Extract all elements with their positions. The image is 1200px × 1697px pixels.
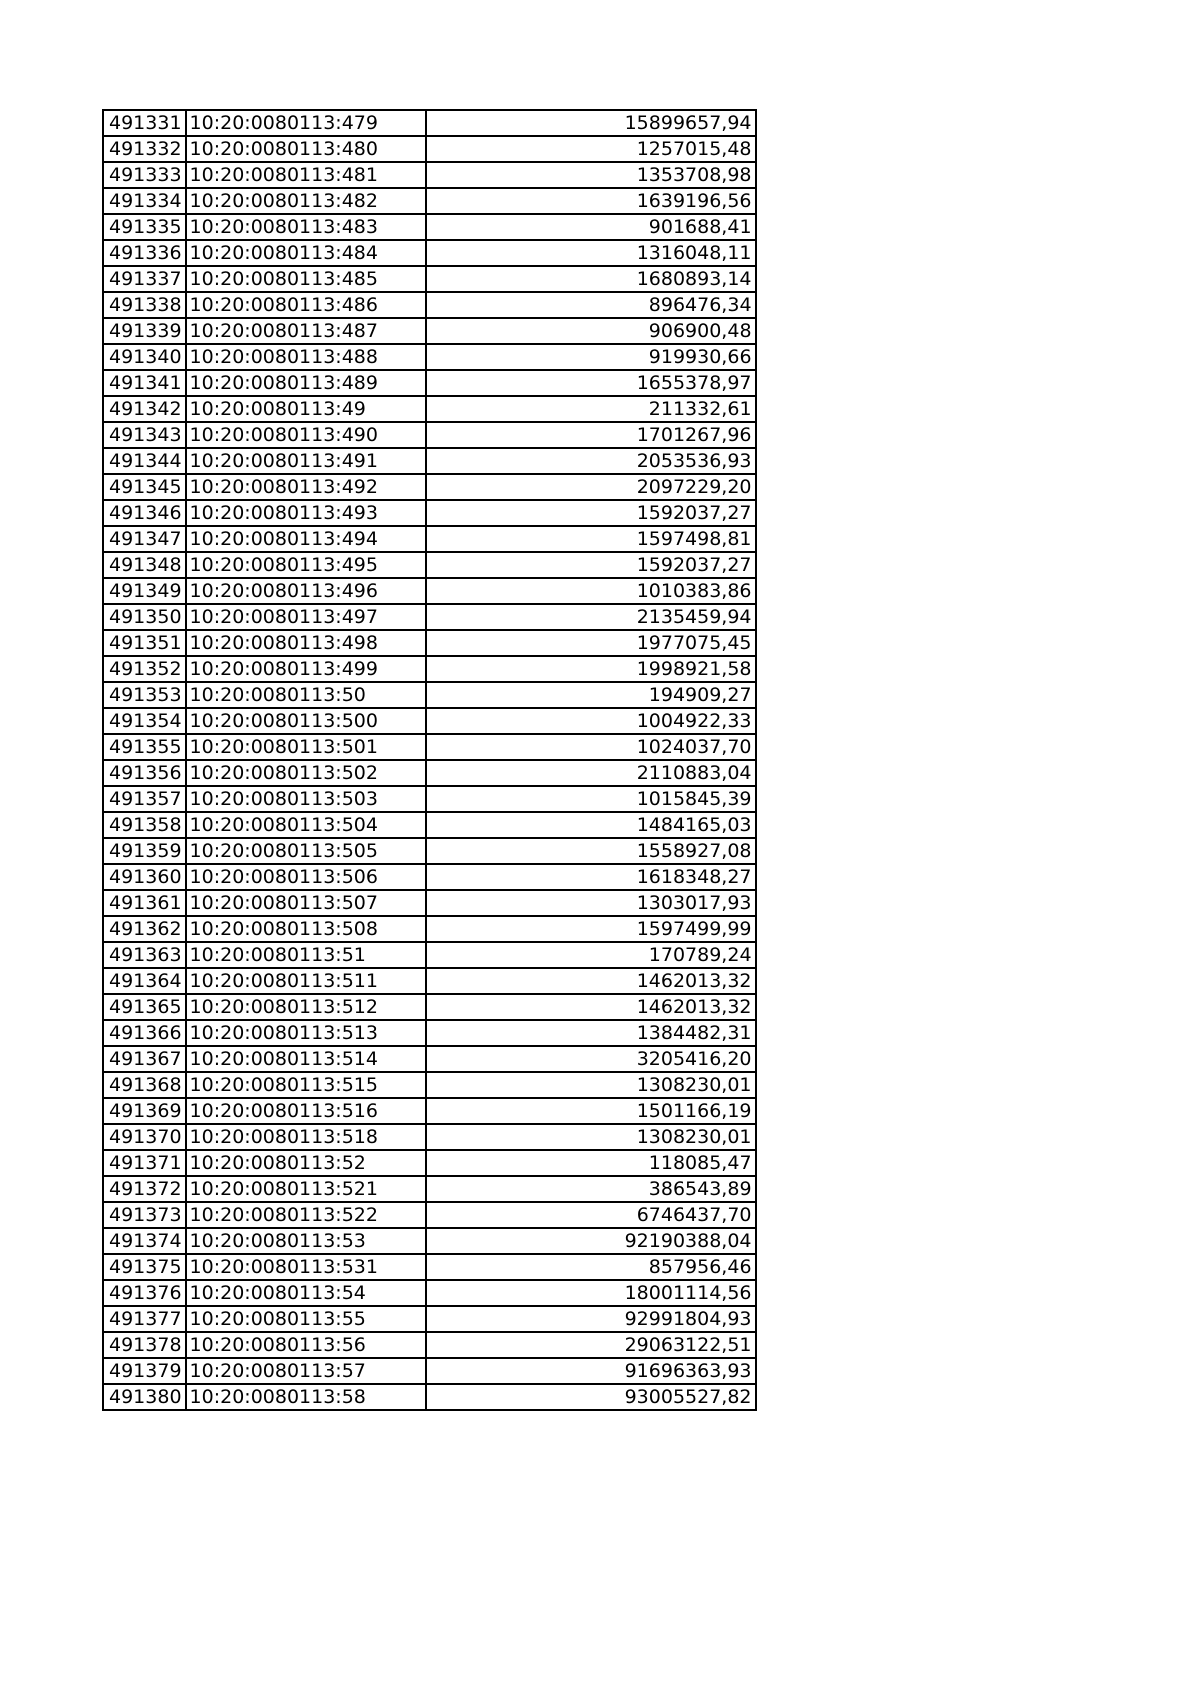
table-row: [103, 760, 756, 786]
row-id-cell: 491340: [103, 344, 186, 370]
value-cell: 1462013,32: [426, 968, 756, 994]
row-id-cell: 491335: [103, 214, 186, 240]
value-cell: 1024037,70: [426, 734, 756, 760]
cadastral-number-cell: 10:20:0080113:515: [186, 1072, 426, 1098]
row-id-cell: 491378: [103, 1332, 186, 1358]
table-row: [103, 1176, 756, 1202]
cadastral-number-cell: 10:20:0080113:498: [186, 630, 426, 656]
row-id-cell: 491358: [103, 812, 186, 838]
row-id-cell: 491379: [103, 1358, 186, 1384]
cadastral-number-cell: 10:20:0080113:56: [186, 1332, 426, 1358]
cadastral-number-cell: 10:20:0080113:504: [186, 812, 426, 838]
cadastral-number-cell: 10:20:0080113:495: [186, 552, 426, 578]
value-cell: 1655378,97: [426, 370, 756, 396]
row-id-cell: 491364: [103, 968, 186, 994]
row-id-cell: 491367: [103, 1046, 186, 1072]
table-row: [103, 422, 756, 448]
value-cell: 170789,24: [426, 942, 756, 968]
table-row: [103, 890, 756, 916]
table-row: [103, 1332, 756, 1358]
row-id-cell: 491348: [103, 552, 186, 578]
value-cell: 386543,89: [426, 1176, 756, 1202]
table-row: [103, 578, 756, 604]
row-id-cell: 491376: [103, 1280, 186, 1306]
value-cell: 1592037,27: [426, 552, 756, 578]
cadastral-number-cell: 10:20:0080113:53: [186, 1228, 426, 1254]
table-row: [103, 526, 756, 552]
cadastral-number-cell: 10:20:0080113:503: [186, 786, 426, 812]
cadastral-number-cell: 10:20:0080113:492: [186, 474, 426, 500]
row-id-cell: 491377: [103, 1306, 186, 1332]
row-id-cell: 491366: [103, 1020, 186, 1046]
value-cell: 2053536,93: [426, 448, 756, 474]
row-id-cell: 491351: [103, 630, 186, 656]
value-cell: 1015845,39: [426, 786, 756, 812]
table-row: [103, 968, 756, 994]
row-id-cell: 491380: [103, 1384, 186, 1410]
value-cell: 1639196,56: [426, 188, 756, 214]
row-id-cell: 491345: [103, 474, 186, 500]
table-row: [103, 136, 756, 162]
value-cell: 919930,66: [426, 344, 756, 370]
cadastral-number-cell: 10:20:0080113:505: [186, 838, 426, 864]
value-cell: 1257015,48: [426, 136, 756, 162]
table-row: [103, 1202, 756, 1228]
row-id-cell: 491332: [103, 136, 186, 162]
row-id-cell: 491353: [103, 682, 186, 708]
table-row: [103, 266, 756, 292]
cadastral-number-cell: 10:20:0080113:497: [186, 604, 426, 630]
cadastral-number-cell: 10:20:0080113:58: [186, 1384, 426, 1410]
row-id-cell: 491359: [103, 838, 186, 864]
table-row: [103, 474, 756, 500]
cadastral-number-cell: 10:20:0080113:493: [186, 500, 426, 526]
table-row: [103, 1046, 756, 1072]
row-id-cell: 491347: [103, 526, 186, 552]
value-cell: 1010383,86: [426, 578, 756, 604]
value-cell: 92190388,04: [426, 1228, 756, 1254]
row-id-cell: 491362: [103, 916, 186, 942]
row-id-cell: 491352: [103, 656, 186, 682]
row-id-cell: 491357: [103, 786, 186, 812]
table-row: [103, 916, 756, 942]
row-id-cell: 491341: [103, 370, 186, 396]
row-id-cell: 491370: [103, 1124, 186, 1150]
cadastral-number-cell: 10:20:0080113:512: [186, 994, 426, 1020]
cadastral-number-cell: 10:20:0080113:49: [186, 396, 426, 422]
cadastral-number-cell: 10:20:0080113:479: [186, 110, 426, 136]
cadastral-number-cell: 10:20:0080113:480: [186, 136, 426, 162]
value-cell: 857956,46: [426, 1254, 756, 1280]
value-cell: 1462013,32: [426, 994, 756, 1020]
value-cell: 91696363,93: [426, 1358, 756, 1384]
value-cell: 1353708,98: [426, 162, 756, 188]
cadastral-number-cell: 10:20:0080113:516: [186, 1098, 426, 1124]
table-row: [103, 1280, 756, 1306]
value-cell: 93005527,82: [426, 1384, 756, 1410]
cadastral-number-cell: 10:20:0080113:482: [186, 188, 426, 214]
row-id-cell: 491354: [103, 708, 186, 734]
data-table: [102, 109, 757, 1411]
value-cell: 1308230,01: [426, 1072, 756, 1098]
table-row: [103, 396, 756, 422]
table-row: [103, 1150, 756, 1176]
row-id-cell: 491342: [103, 396, 186, 422]
cadastral-number-cell: 10:20:0080113:484: [186, 240, 426, 266]
value-cell: 2097229,20: [426, 474, 756, 500]
table-body: [103, 110, 756, 1410]
value-cell: 1004922,33: [426, 708, 756, 734]
table-row: [103, 110, 756, 136]
table-row: [103, 1098, 756, 1124]
cadastral-number-cell: 10:20:0080113:55: [186, 1306, 426, 1332]
table-row: [103, 942, 756, 968]
value-cell: 29063122,51: [426, 1332, 756, 1358]
row-id-cell: 491336: [103, 240, 186, 266]
cadastral-number-cell: 10:20:0080113:491: [186, 448, 426, 474]
value-cell: 1303017,93: [426, 890, 756, 916]
value-cell: 1316048,11: [426, 240, 756, 266]
row-id-cell: 491350: [103, 604, 186, 630]
table-row: [103, 448, 756, 474]
row-id-cell: 491374: [103, 1228, 186, 1254]
cadastral-number-cell: 10:20:0080113:52: [186, 1150, 426, 1176]
cadastral-number-cell: 10:20:0080113:500: [186, 708, 426, 734]
value-cell: 1592037,27: [426, 500, 756, 526]
cadastral-number-cell: 10:20:0080113:51: [186, 942, 426, 968]
cadastral-number-cell: 10:20:0080113:490: [186, 422, 426, 448]
row-id-cell: 491369: [103, 1098, 186, 1124]
cadastral-number-cell: 10:20:0080113:50: [186, 682, 426, 708]
value-cell: 901688,41: [426, 214, 756, 240]
table-row: [103, 552, 756, 578]
row-id-cell: 491371: [103, 1150, 186, 1176]
value-cell: 906900,48: [426, 318, 756, 344]
value-cell: 896476,34: [426, 292, 756, 318]
cadastral-number-cell: 10:20:0080113:486: [186, 292, 426, 318]
cadastral-number-cell: 10:20:0080113:481: [186, 162, 426, 188]
row-id-cell: 491337: [103, 266, 186, 292]
row-id-cell: 491365: [103, 994, 186, 1020]
cadastral-number-cell: 10:20:0080113:487: [186, 318, 426, 344]
table-row: [103, 682, 756, 708]
row-id-cell: 491349: [103, 578, 186, 604]
table-row: [103, 734, 756, 760]
cadastral-number-cell: 10:20:0080113:502: [186, 760, 426, 786]
row-id-cell: 491334: [103, 188, 186, 214]
table-row: [103, 1124, 756, 1150]
row-id-cell: 491355: [103, 734, 186, 760]
row-id-cell: 491344: [103, 448, 186, 474]
table-row: [103, 1020, 756, 1046]
row-id-cell: 491331: [103, 110, 186, 136]
value-cell: 18001114,56: [426, 1280, 756, 1306]
table-row: [103, 292, 756, 318]
cadastral-number-cell: 10:20:0080113:483: [186, 214, 426, 240]
value-cell: 1501166,19: [426, 1098, 756, 1124]
value-cell: 1558927,08: [426, 838, 756, 864]
cadastral-number-cell: 10:20:0080113:507: [186, 890, 426, 916]
row-id-cell: 491339: [103, 318, 186, 344]
value-cell: 1597499,99: [426, 916, 756, 942]
value-cell: 1998921,58: [426, 656, 756, 682]
value-cell: 6746437,70: [426, 1202, 756, 1228]
value-cell: 92991804,93: [426, 1306, 756, 1332]
table-row: [103, 656, 756, 682]
row-id-cell: 491356: [103, 760, 186, 786]
table-row: [103, 214, 756, 240]
table-row: [103, 1306, 756, 1332]
value-cell: 1384482,31: [426, 1020, 756, 1046]
cadastral-number-cell: 10:20:0080113:488: [186, 344, 426, 370]
table-row: [103, 344, 756, 370]
table-row: [103, 1228, 756, 1254]
table-row: [103, 708, 756, 734]
table-row: [103, 1358, 756, 1384]
row-id-cell: 491368: [103, 1072, 186, 1098]
cadastral-number-cell: 10:20:0080113:54: [186, 1280, 426, 1306]
value-cell: 1680893,14: [426, 266, 756, 292]
cadastral-number-cell: 10:20:0080113:496: [186, 578, 426, 604]
row-id-cell: 491346: [103, 500, 186, 526]
cadastral-number-cell: 10:20:0080113:57: [186, 1358, 426, 1384]
cadastral-number-cell: 10:20:0080113:508: [186, 916, 426, 942]
value-cell: 1308230,01: [426, 1124, 756, 1150]
cadastral-number-cell: 10:20:0080113:513: [186, 1020, 426, 1046]
cadastral-number-cell: 10:20:0080113:511: [186, 968, 426, 994]
value-cell: 1484165,03: [426, 812, 756, 838]
cadastral-number-cell: 10:20:0080113:531: [186, 1254, 426, 1280]
value-cell: 15899657,94: [426, 110, 756, 136]
table-row: [103, 370, 756, 396]
value-cell: 1701267,96: [426, 422, 756, 448]
table-row: [103, 318, 756, 344]
cadastral-number-cell: 10:20:0080113:499: [186, 656, 426, 682]
table-row: [103, 1254, 756, 1280]
table-row: [103, 1384, 756, 1410]
value-cell: 2135459,94: [426, 604, 756, 630]
value-cell: 1597498,81: [426, 526, 756, 552]
table-row: [103, 500, 756, 526]
row-id-cell: 491372: [103, 1176, 186, 1202]
cadastral-number-cell: 10:20:0080113:489: [186, 370, 426, 396]
value-cell: 3205416,20: [426, 1046, 756, 1072]
table-row: [103, 630, 756, 656]
cadastral-number-cell: 10:20:0080113:494: [186, 526, 426, 552]
value-cell: 2110883,04: [426, 760, 756, 786]
table-row: [103, 162, 756, 188]
value-cell: 1618348,27: [426, 864, 756, 890]
cadastral-number-cell: 10:20:0080113:506: [186, 864, 426, 890]
table-row: [103, 812, 756, 838]
cadastral-number-cell: 10:20:0080113:501: [186, 734, 426, 760]
cadastral-number-cell: 10:20:0080113:522: [186, 1202, 426, 1228]
row-id-cell: 491360: [103, 864, 186, 890]
value-cell: 194909,27: [426, 682, 756, 708]
cadastral-number-cell: 10:20:0080113:518: [186, 1124, 426, 1150]
table-row: [103, 786, 756, 812]
row-id-cell: 491373: [103, 1202, 186, 1228]
value-cell: 1977075,45: [426, 630, 756, 656]
value-cell: 118085,47: [426, 1150, 756, 1176]
cadastral-number-cell: 10:20:0080113:485: [186, 266, 426, 292]
row-id-cell: 491361: [103, 890, 186, 916]
table-row: [103, 240, 756, 266]
table-row: [103, 604, 756, 630]
row-id-cell: 491333: [103, 162, 186, 188]
table-row: [103, 188, 756, 214]
row-id-cell: 491363: [103, 942, 186, 968]
value-cell: 211332,61: [426, 396, 756, 422]
table-row: [103, 994, 756, 1020]
cadastral-number-cell: 10:20:0080113:521: [186, 1176, 426, 1202]
row-id-cell: 491375: [103, 1254, 186, 1280]
row-id-cell: 491343: [103, 422, 186, 448]
table-row: [103, 1072, 756, 1098]
table-row: [103, 864, 756, 890]
table-row: [103, 838, 756, 864]
row-id-cell: 491338: [103, 292, 186, 318]
cadastral-number-cell: 10:20:0080113:514: [186, 1046, 426, 1072]
